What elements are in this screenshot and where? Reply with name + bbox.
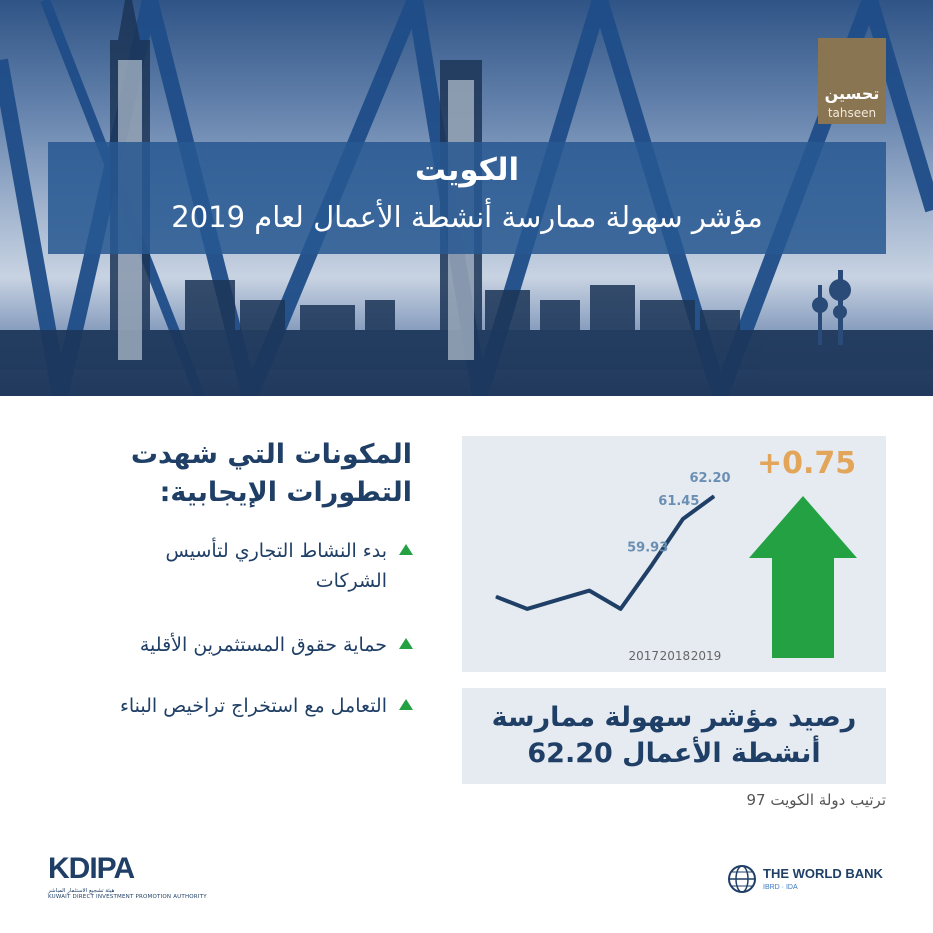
components-heading-line1: المكونات التي شهدت [130, 439, 412, 470]
tahseen-logo-ar: تحسين [824, 84, 880, 103]
data-point [527, 608, 528, 609]
x-tick-label: 2018 [659, 649, 691, 663]
score-line1: رصيد مؤشر سهولة ممارسة [491, 702, 857, 733]
data-point [496, 596, 497, 597]
data-point [651, 565, 652, 566]
list-item-text-cont: الشركات [315, 570, 387, 592]
kdipa-logo [48, 852, 207, 902]
tahseen-logo [818, 38, 886, 124]
world-bank-sub: IBRD · IDA [763, 884, 798, 891]
data-point [589, 590, 590, 591]
data-point [558, 599, 559, 600]
x-tick-label: 2017 [628, 649, 659, 663]
world-bank-logo [727, 860, 897, 900]
title-band [48, 142, 886, 254]
data-label: 61.45 [658, 494, 700, 510]
components-heading [22, 436, 412, 512]
kdipa-sub-en: KUWAIT DIRECT INVESTMENT PROMOTION AUTHORITY [48, 894, 207, 900]
tahseen-logo-en: tahseen [827, 106, 877, 120]
page-title: الكويت [414, 152, 520, 188]
components-heading-line2: التطورات الإيجابية: [159, 477, 412, 508]
kdipa-sub-ar: هيئة تشجيع الاستثمار المباشر [48, 888, 115, 894]
series-line [496, 496, 714, 609]
change-value: +0.75 [757, 446, 857, 481]
list-item-text: التعامل مع استخراج تراخيص البناء [119, 695, 387, 717]
list-item [33, 536, 413, 596]
data-label: 59.93 [627, 540, 669, 556]
kdipa-logo-text: KDIPA [48, 852, 135, 885]
data-label: 62.20 [689, 471, 731, 487]
list-item [33, 630, 413, 660]
list-item [33, 691, 413, 721]
list-item-text: بدء النشاط التجاري لتأسيس [165, 540, 387, 562]
triangle-bullet-icon [399, 699, 413, 710]
triangle-bullet-icon [399, 638, 413, 649]
x-tick-label: 2019 [690, 649, 722, 663]
page-subtitle: مؤشر سهولة ممارسة أنشطة الأعمال لعام 2019 [171, 200, 763, 234]
data-point [714, 496, 715, 497]
world-bank-name: THE WORLD BANK [763, 866, 883, 881]
score-panel [462, 688, 886, 784]
triangle-bullet-icon [399, 544, 413, 555]
kdipa-logo-subtext [48, 888, 207, 900]
data-point [620, 608, 621, 609]
up-arrow-icon [749, 496, 857, 658]
list-item-text: حماية حقوق المستثمرين الأقلية [139, 634, 387, 656]
globe-icon [727, 864, 757, 894]
score-line2: أنشطة الأعمال 62.20 [527, 738, 821, 769]
rank-text: ترتيب دولة الكويت 97 [746, 791, 886, 809]
hero-banner [0, 0, 933, 396]
data-point [682, 519, 683, 520]
